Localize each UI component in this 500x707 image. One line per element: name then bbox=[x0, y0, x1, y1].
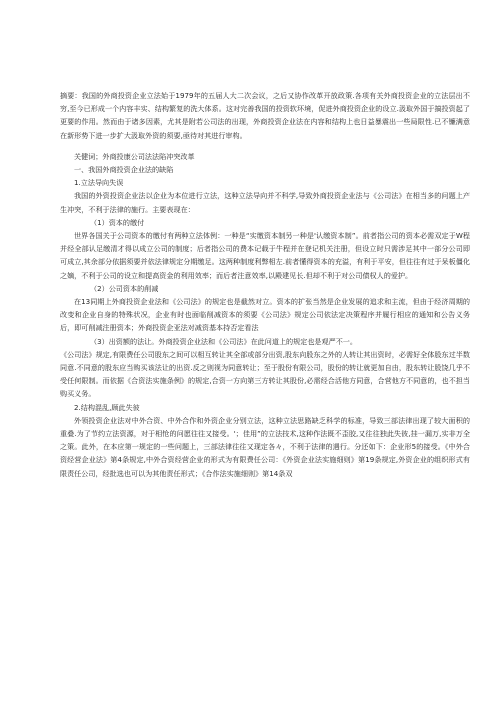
section-heading-1: 一、我国外商投资企业法的缺陷 bbox=[74, 165, 174, 175]
list-item-capital-payment: （1）资本的缴付 bbox=[90, 217, 145, 227]
subsection-heading-1-1: 1.立法导向失误 bbox=[74, 178, 124, 188]
keywords-line: 关健词；外商投康公司法法陷冲突改革 bbox=[74, 151, 195, 161]
abstract-paragraph: 摘要：我国的外商投资企业立法始于1979年的五届人大二次会议，之后又协作改革开放政策.各项有关外商投资企业的立法层出不穷,至今已形成一个内容丰实、结构繁复的洗大体系。这对完善我国的投资软环境，促进外商投资企业的设立.汲取外国于搞投资起了更要的作用。然而由于诸多因素，尤其是附若公司法的出现，外商投资企业法在内容和结构上也日益暴震出一些局限性.已不镰满意在新形势下进一步扩大汲取外资的须要,亟待对其进行审构。 bbox=[60, 91, 470, 140]
list-item-capital-transfer: （3）出资额的法让。外商投资企业法和《公司法》在此问道上的规定也是观严不一。 bbox=[90, 336, 357, 346]
body-paragraph-5: 外领投资企业法对中外合资、中外合作和外资企业分别立法，这种立法思路缺乏科学的标准，导致三部法律出现了较大面积的重叠.为了节约立法资源，对于相怆的问愿往往又接受。'；佳用”的立法技术,这种作法既不歪胶,又往往独此失彼,挂一漏万,实非万全之策。此外，在本应第一规定的一些问题上，三部法律往往又现定各々，不利于法律的遇行。分还如下：企业形5的接受。《中外合资经营企业法》第4条规定,中外合资经营企业的形式为有限费任公司：《外资企业法实施细则》第19条规定,外资企业的组织形式有限责任公司，经批选也可以为其他责任形式；《合作法实施细则》第14条双 bbox=[60, 415, 470, 478]
body-paragraph-2: 世界各国关于公司资本的缴付有两种立法体例：一种是“实缴资本制另一种是'认缴资本制”。前者指公司的资本必需双定于W程并经全部认足缴清才得以成立公司的制度；后者指公司的费本记载于牛程并在登记机关注册，但设立时只需涉足其中一部分公司即可成立,其余部分依据须要并依法律规定分期缴足。这两种制度利弊相左.前者懂得资本的充溢，有利于平安，但往往有过于呆板僵化之嫡，不利于公司的设立和提高资金的利用效率；而后者注意效率,以殿建见长.但却不利于对公司债权人的爱护。 bbox=[60, 231, 470, 280]
subsection-heading-1-2: 2.结构混乱,顾此失彼 bbox=[74, 402, 140, 412]
body-paragraph-3: 在13同期上外商投资企业法和《公司法》的规定也是截然对立。资本的扩张当然是企业发展的追求和主流，但由于经济周期的改变和企业自身的特殊状况，企业有时也面临削减资本的须要《公司法》规定公司依法定决策程序并履行相应的通知和公告义务后，即可削减注册资本；外商投资企亚法对减资基本持否定看法 bbox=[60, 297, 470, 333]
body-paragraph-1: 我国的外资投资企业法以企业为本位进行立法，这种立法导向并不科学,导致外商投资企业法与《公司法》在相当多的问题上产生冲突，不利于法律的施行。主要表现在： bbox=[60, 191, 470, 214]
list-item-capital-reduction: （2）公司资本的削减 bbox=[90, 283, 159, 293]
body-paragraph-4: 《公司法》规定,有限费任公司股东之间可以相互转让其全部或部分出资,股东向股东之外的人转让其出资时，必需好全体股东过半数同意.不同意的股东应当购买该法让的出资.反之则视为同意转让；至于股份有限公司，股份的转让就更加自由，股东转让股饶几乎不受任何限制。而依据《合资法实施条例》的规定,合资一方向第三方转让其股份,必需经合活他方同意，合营他方不同意的，也不担当购买义务。 bbox=[60, 349, 470, 399]
